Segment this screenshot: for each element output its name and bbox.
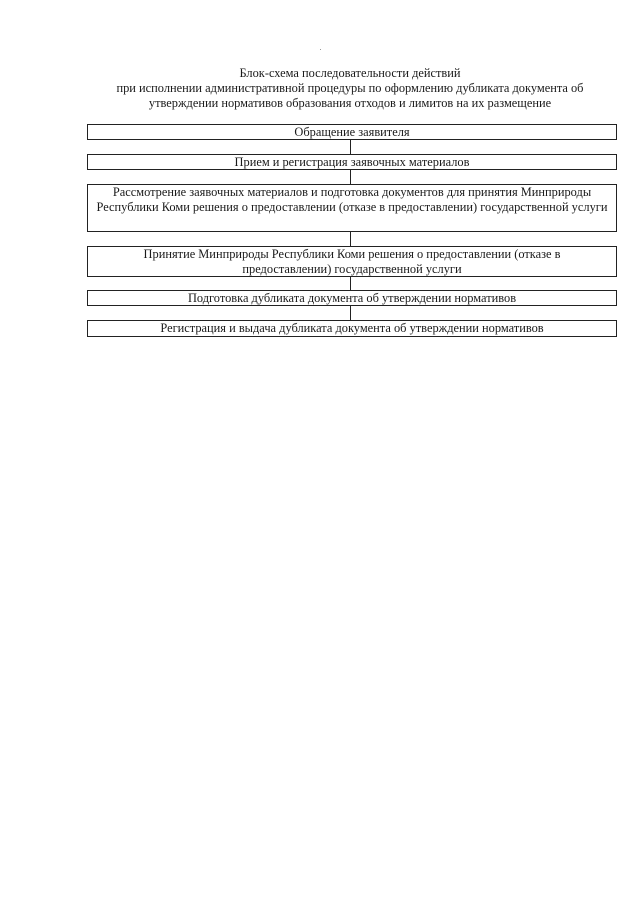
title-line-2: при исполнении административной процедуры по оформлению дубликата документа об — [116, 81, 584, 95]
flowchart-step-applicant-request — [87, 124, 617, 140]
step-label: Прием и регистрация заявочных материалов — [234, 155, 470, 169]
title-line-3: утверждении нормативов образования отходов и лимитов на их размещение — [148, 96, 552, 110]
step-label: Подготовка дубликата документа об утверждении нормативов — [187, 291, 517, 305]
flowchart-connector — [350, 232, 351, 246]
flowchart-connector — [350, 170, 351, 184]
flowchart-step-registration — [87, 154, 617, 170]
flowchart-connector — [350, 140, 351, 154]
flowchart-step-review — [87, 184, 617, 232]
flowchart-step-duplicate-preparation — [87, 290, 617, 306]
title-line-1: Блок-схема последовательности действий — [239, 66, 461, 80]
flowchart-step-issuance — [87, 320, 617, 337]
step-label: Регистрация и выдача дубликата документа об утверждении нормативов — [160, 321, 544, 335]
step-label: Рассмотрение заявочных материалов и подготовка документов для принятия Минприроды Республики Коми решения о предоставлении (отказе в предоставлении) государственной услуги — [96, 185, 608, 214]
step-label: Обращение заявителя — [294, 125, 410, 139]
flowchart-step-decision — [87, 246, 617, 277]
flowchart-connector — [350, 306, 351, 320]
step-label: Принятие Минприроды Республики Коми решения о предоставлении (отказе в предоставлении) государственной услуги — [143, 247, 561, 276]
flowchart-connector — [350, 277, 351, 290]
